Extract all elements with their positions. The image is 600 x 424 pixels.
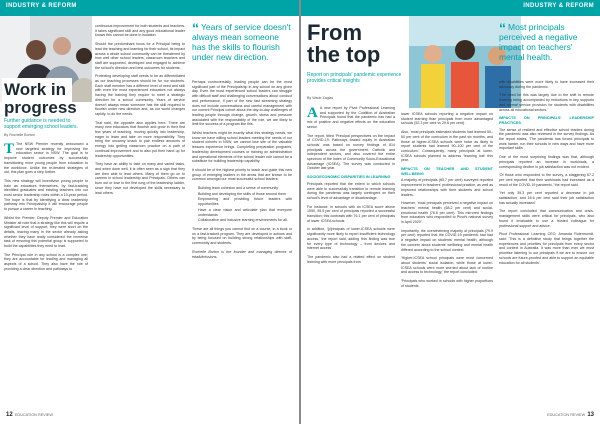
paragraph: A A new report by Pivot Professional Learning and supported by the Coalition of Australian Principals found that the pandemic has had a mix of positive and negative effects on the education sector.	[307, 106, 395, 129]
paragraph: 'Higher-ICSEA school principals were most concerned about students' social isolation, while those at lower-ICSEA schools were more worried about lack of routine and access to technology,' the report concluded.	[401, 256, 493, 275]
paragraph: 'Principals who worked in schools with higher proportions of students	[401, 279, 493, 288]
drop-cap: T	[4, 142, 15, 157]
column-3	[192, 80, 292, 407]
list-item: • Empowering and providing future leaders with opportunities	[198, 197, 292, 206]
paragraph: Whilst the Premier, Deputy Premier and Education Minister all note that a strategy like this will require a significant level of support, they were short on the details, leaving many in the sector already asking whether they have really considered the immense task of ensuring this potential group is supported to build the capabilities they need to lead.	[4, 215, 88, 249]
section-label: INDUSTRY & REFORM	[523, 3, 594, 9]
section-heading: SOCIOECONOMIC DISPARITIES IN LEARNING	[307, 175, 391, 180]
paragraph: 'Yet only 39.3 per cent reported a decrease in job satisfaction, and 16.6 per cent said their job satisfaction has actually increased.'	[499, 191, 594, 205]
paragraph: Pivot Professional Learning CEO, Amanda Rotermundt, said: 'This is a definitive study that brings together the experiences and priorities for principals from every sector and context in Australia. It was more than ever we must prioritise listening to our principals if we are to ensure our schools are future-proofed and able to support an equitable education for all students'.	[499, 232, 594, 265]
list-item: • Have a clear vision and articulate plan that everyone understands	[198, 208, 292, 217]
left-page	[0, 0, 299, 424]
title-block	[307, 22, 407, 66]
quote-mark-icon: “	[192, 20, 199, 36]
list-item: • Building team cohesion and a sense of community	[198, 186, 292, 191]
paragraph: with disabilities were more likely to have increased their advocacy during the pandemic.	[499, 80, 594, 89]
paragraph: Importantly, the overwhelming majority of principals (79.9 per cent) reported that the COVID-19 pandemic had had a negative impact on students' mental health, although the concern about students' wellbeing and mental health differed according to the school context.	[401, 228, 493, 252]
footer	[6, 412, 53, 418]
paragraph: Whilst teachers might be exactly what this strategy needs, we know we have willing school leaders meeting the needs of our student cohorts in NSW, we cannot lose site of the valuable lessons experience brings. Completing preparation programs, leadership development courses or training on administration and operational elements of the school leader role cannot be a substitute for building leadership capability.	[192, 131, 292, 164]
list-item: • Collaborative and inclusive learning environments for all.	[198, 218, 292, 223]
byline: By Rochelle Borton	[4, 133, 35, 137]
paragraph: However, 'most principals perceived a negative impact on teachers' mental health (68.2 per cent) and social-emotional health (76.6 per cent). This mirrored findings from educators who responded to Pivot's national survey in April 2020'.	[401, 201, 493, 225]
footer	[547, 412, 594, 418]
paragraph: These are all things you cannot find on a course, in a book or on a fast-tracked program. They are developed in actions and by being focused on building strong relationships with staff, community and students.	[192, 226, 292, 246]
quote-mark-icon: “	[499, 20, 506, 36]
publication-name: EDUCATION REVIEW	[547, 413, 586, 417]
paragraph: The report concluded that communication and crisis-management skills were critical for principals, who also found it invaluable to use a trusted colleague for professional support and advice.	[499, 209, 594, 228]
paragraph: A majority of principals (65.7 per cent) surveyed reported improvement in teachers' professional practice, as well as improved relationships with their students and school leaders.	[401, 178, 493, 197]
paragraph: 'The need for this was largely due to the shift to remote learning being accompanied by reductions in key supports and normal service provision for students with disabilities across all educational sectors.'	[499, 93, 594, 112]
pull-quote: “ Years of service doesn't always mean someone has the skills to flourish under new direction.	[192, 20, 291, 62]
column-2	[95, 24, 185, 407]
paragraph: Perhaps controversially, leading people can be the most significant part of the Principalship in any school on any given day. Even the most experienced school leaders can struggle with difficult staff and challenging conversations about conduct and performance. If part of the new fast streaming strategy does not include conversations and careful management with our current Principal cohort about the day-to-day challenges of leading people through change, growth, stress and pressure associated with the responsibility of the role, we are likely to limit the success of a program like this.	[192, 80, 292, 127]
paragraph: lower ICSEA schools reporting a negative impact on student learning than principals from more advantaged schools (52.3 per cent vs 29.6 per cent).	[401, 112, 493, 126]
paragraph: The Principal role in any school is a complex one; they are accountable for leading and managing all aspects of a school. They also have the role of providing a clear direction and pathways to	[4, 252, 88, 271]
column-3	[499, 80, 594, 407]
paragraph: T The NSW Premier recently announced a new targeted strategy for improving the education sector in NSW. The goal is to improve student outcomes by successfully transitioning more young people from education to the workforce. Unlike the re-iterated strategies of old, this plan goes a step further.	[4, 142, 88, 175]
paragraph: Protecting developing staff needs to be as differentiated as our teaching processes should be for our students. Each staff member has a different level of need and skill with even the most experienced educators not always having the training they require to meet a strategic direction for a school community. Years of service doesn't always mean someone has the skill required to flourish under new direction and, as our world changes rapidly, to do the needs.	[95, 74, 185, 116]
section-heading: IMPACTS ON PRINCIPALS' LEADERSHIP PRACTICES	[499, 116, 594, 125]
paragraph: That said, the opposite also applies here. There are many new educators that flourish and grow in their first few years of teaching, moving quickly into leadership, eager to learn and take on more responsibility. They bring the uncanny knack to pair endless amounts of energy into getting classroom practice on a path of continual improvement and to also put their hand up for leadership opportunities.	[95, 120, 185, 158]
page-title-line-1: Work in	[4, 80, 67, 99]
page-title-line-2: progress	[4, 98, 77, 117]
column-1	[307, 106, 395, 407]
paragraph: Principals reported that the extent to which schools were able to successfully transition to remote learning during the pandemic was largely contingent on their school's level of advantage or disadvantage.	[307, 181, 395, 200]
section-band	[301, 0, 600, 16]
section-band	[0, 0, 299, 16]
author-bio: Rochelle Borton is the founder and managing director of edaAdmissions.	[192, 249, 292, 259]
drop-cap: A	[307, 106, 318, 121]
paragraph: The sense of resilient and effective school leaders during the pandemic was also reviewed in the survey findings. As the report states, 'The pandemic has forced principals to work harder, run their schools in new ways and have more important skills'.	[499, 127, 594, 151]
paragraph: One of the most surprising findings was that, although principals reported an increase in workloads, a corresponding decline in job satisfaction was not evident.	[499, 155, 594, 169]
page-number: 12	[6, 412, 13, 418]
paragraph: They have an ability to take on many and varied tasks, and when done well, it is often seen as a sign that they are then able to lead others. Many of them go on to careers in school leadership and Principals. Others can burn out or lose to the first rung of the leadership ladder, since they have not developed the skills necessary to lead others.	[95, 162, 185, 195]
paragraph: It should be of the highest priority to teach and guide this new group of emerging leaders in the areas that are known to be common amongst our most successful school leaders:	[192, 167, 292, 182]
paragraph: In addition, '[p]rincipals of lower-ICSEA schools were significantly more likely to report insufficient technology access,' the report said, adding 'this finding was true for every type of technology – from devices and internet access'.	[307, 227, 395, 251]
publication-name: EDUCATION REVIEW	[14, 413, 53, 417]
paragraph: Also, 'most principals estimated students had learned 50–60 per cent of the curriculum in the past six months, and those at higher-ICSEA schools were twice as likely to report students had learned 90–100 per cent of the curriculum.' Consequently, many principals at lower-ICSEA schools planned to address 'learning lost' this year.	[401, 130, 493, 163]
paragraph: The pandemic also had a related effect on student learning with more principals from	[307, 254, 395, 264]
pull-quote: “ Most principals perceived a negative impact on teachers' mental health.	[499, 20, 578, 62]
page-number: 13	[587, 412, 594, 418]
section-label: INDUSTRY & REFORM	[6, 3, 77, 9]
column-2	[401, 112, 493, 407]
paragraph: continuous improvement for both students and teachers. It takes significant skill and any good educational leader knows this cannot be done in isolation.	[95, 24, 185, 38]
page-title-line-1: From	[307, 20, 362, 45]
column-1	[4, 142, 88, 407]
subtitle: Report on principals' pandemic experience provides critical insights	[307, 72, 402, 84]
subtitle: Further guidance is needed to support emerging school leaders.	[4, 118, 78, 130]
section-heading: IMPACTS ON TEACHER AND STUDENT WELLBEING	[401, 167, 493, 176]
paragraph: The report, titled 'Principal perspectives on the impact of COVID-19: Pathways toward equity in Australian schools' was based on survey findings of 814 principals across the government, Catholic and independent sectors, and also covered the entire spectrum of the Index of Community Socio-Educational Advantage (ICSEA). The survey was conducted in October last year.	[307, 133, 395, 171]
paragraph: Should the predominant focus for a Principal being to lead the teaching and learning for their school, its impact across a whole school community can be threatened by how well other school leaders, classroom teachers and staff are supported, developed and engaged to achieve the school's direction and best outcomes for students.	[95, 42, 185, 70]
right-page	[301, 0, 600, 424]
byline: By Wade Zaglas	[307, 96, 334, 100]
page-title-line-2: the top	[307, 42, 381, 67]
list-item: • Building and developing the skills of those around them	[198, 192, 292, 197]
paragraph: 'Of those who responded to the survey, a staggering 67.2 per cent reported that their workloads had increased as a result of the COVID-19 pandemic,' the report said.	[499, 173, 594, 187]
paragraph: This new strategy will incentivise young people to train as educators themselves, by fast-tracking identified graduates and existing teachers into our most senior leadership roles within a 10-year period. The hope is that by identifying a clear leadership pathway into Principalship it will encourage people to pursue a career in teaching.	[4, 178, 88, 212]
paragraph: For instance, in schools with an ICSEA score above 1050, 95.5 per cent of principals reported a successful transition; this contrasts with 76.1 per cent of principals of lower ICSEA schools.	[307, 204, 395, 223]
bullet-list	[192, 186, 292, 223]
